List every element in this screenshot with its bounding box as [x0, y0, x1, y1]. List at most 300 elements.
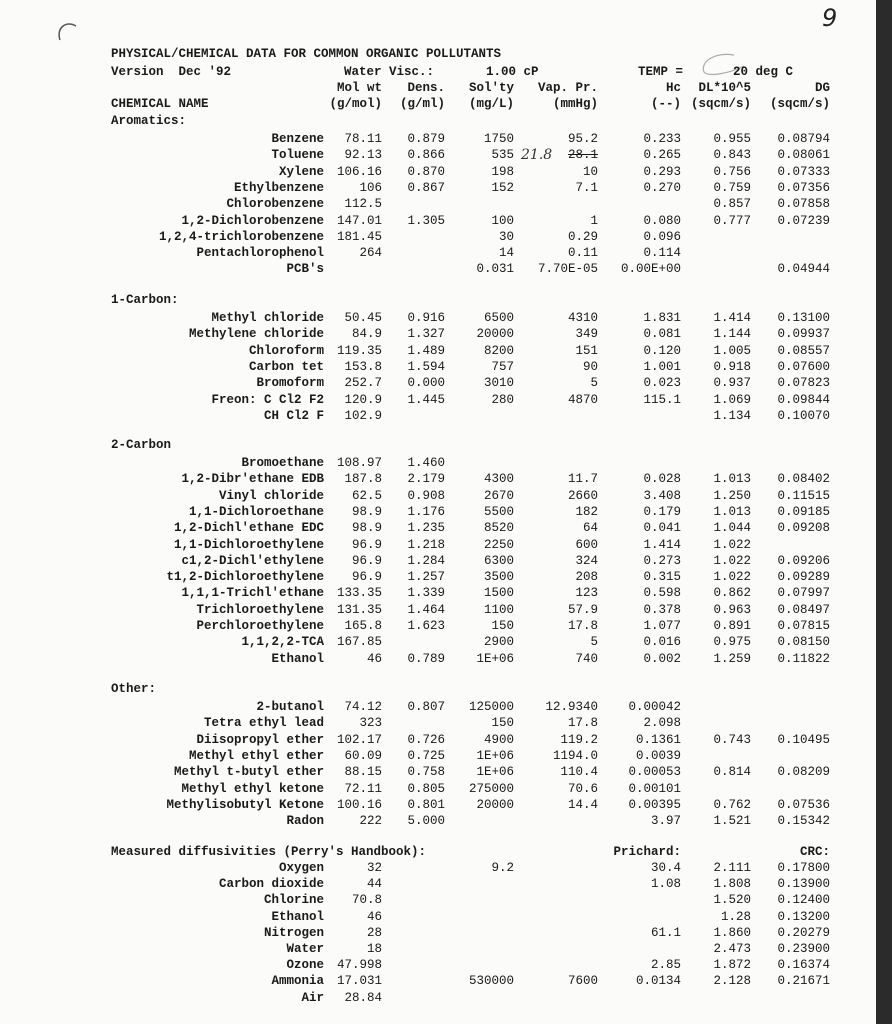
table-cell: 150	[491, 716, 514, 731]
chemical-name: Ethylbenzene	[233, 180, 324, 195]
table-cell: 3.97	[650, 814, 681, 829]
table-cell: 0.265	[643, 148, 681, 163]
table-cell: 0.12400	[777, 893, 830, 908]
table-cell: 0.963	[713, 602, 751, 617]
header-unit-cell: (sqcm/s)	[769, 97, 830, 111]
chemical-name: Bromoform	[256, 376, 324, 391]
table-cell: 0.857	[713, 197, 751, 212]
table-cell: 198	[491, 164, 514, 179]
table-cell: 530000	[468, 974, 514, 989]
table-cell: 4310	[567, 311, 598, 325]
section-title: 1-Carbon:	[111, 293, 179, 307]
section-title: 2-Carbon	[111, 438, 172, 452]
table-cell: 47.998	[336, 958, 382, 973]
table-cell: 1.445	[407, 392, 445, 407]
table-cell: 1500	[483, 586, 514, 601]
table-cell: 165.8	[344, 619, 382, 633]
chemical-name: Xylene	[278, 164, 324, 179]
header-chemical-name: CHEMICAL NAME	[111, 97, 209, 111]
table-cell: 2.098	[643, 716, 681, 731]
version-label: Version Dec '92	[111, 65, 232, 79]
table-cell: 0.315	[643, 570, 681, 585]
table-cell: 0.870	[407, 164, 445, 179]
table-cell: 0.16374	[777, 958, 830, 973]
header-unit-cell: (g/mol)	[329, 97, 382, 111]
table-cell: 2670	[483, 488, 514, 503]
table-cell: 0.758	[407, 765, 445, 780]
table-cell: 0.041	[643, 521, 681, 536]
table-cell: 150	[491, 619, 514, 633]
table-cell: 14.4	[567, 797, 598, 812]
table-cell: 1.144	[713, 327, 751, 342]
table-cell: 96.9	[351, 553, 382, 568]
table-cell: 98.9	[351, 521, 382, 536]
chemical-name: 1,1,1-Trichl'ethane	[181, 586, 324, 601]
table-cell: 0.07997	[777, 586, 830, 601]
table-cell: 30.4	[650, 861, 681, 875]
table-cell: 8200	[483, 343, 514, 358]
table-cell: 740	[575, 651, 598, 666]
table-cell: 1.022	[713, 537, 751, 552]
table-cell: 70.6	[567, 781, 598, 796]
chemical-name: 1,2-Dichl'ethane EDC	[173, 521, 324, 536]
table-cell: 28.1	[567, 148, 598, 163]
table-cell: 0.11822	[777, 651, 830, 666]
chemical-name: 1,2-Dibr'ethane EDB	[181, 472, 324, 487]
table-cell: 5	[590, 376, 598, 391]
table-cell: 1.077	[643, 619, 681, 633]
chemical-name: Carbon tet	[248, 359, 324, 374]
table-cell: 0.08794	[777, 132, 830, 146]
table-cell: 0.13200	[777, 909, 830, 924]
table-cell: 0.002	[643, 651, 681, 666]
table-cell: 0.13900	[777, 877, 830, 892]
table-cell: 0.08150	[777, 635, 830, 650]
table-cell: 1E+06	[476, 651, 514, 666]
chemical-name: Vinyl chloride	[218, 488, 324, 503]
table-cell: 0.08061	[777, 148, 830, 163]
table-cell: 0.273	[643, 553, 681, 568]
table-cell: 167.85	[336, 635, 382, 650]
table-cell: 0.598	[643, 586, 681, 601]
table-cell: 0.801	[407, 797, 445, 812]
table-cell: 120.9	[344, 392, 382, 407]
chemical-name: Air	[301, 990, 324, 1005]
table-cell: 106	[359, 180, 382, 195]
temp-value: 20 deg C	[733, 65, 794, 79]
table-cell: 46	[366, 651, 382, 666]
table-cell: 1	[590, 213, 598, 228]
table-cell: 133.35	[336, 586, 382, 601]
table-cell: 1.520	[713, 893, 751, 908]
table-cell: 131.35	[336, 602, 382, 617]
table-cell: 0.096	[643, 229, 681, 244]
chemical-name: 1,2-Dichlorobenzene	[181, 213, 324, 228]
chemical-name: 1,1,2,2-TCA	[241, 635, 324, 650]
table-cell: 0.0134	[635, 974, 681, 989]
water-visc-label: Water Visc.:	[344, 65, 435, 79]
table-cell: 1.044	[713, 521, 751, 536]
table-cell: 0.867	[407, 180, 445, 195]
table-cell: 0.08557	[777, 343, 830, 358]
table-cell: 147.01	[336, 213, 382, 228]
chemical-name: PCB's	[286, 262, 324, 277]
table-cell: 0.293	[643, 164, 681, 179]
table-cell: 44	[366, 877, 382, 892]
table-cell: 4300	[483, 472, 514, 487]
table-cell: 0.11	[567, 246, 598, 261]
chemical-name: Toluene	[271, 148, 324, 163]
table-cell: 0.00101	[628, 781, 681, 796]
chemical-name: Perchloroethylene	[196, 619, 324, 633]
table-cell: 1.305	[407, 213, 445, 228]
table-cell: 90	[582, 359, 598, 374]
table-cell: 0.023	[643, 376, 681, 391]
table-cell: 1.414	[713, 311, 751, 325]
table-cell: 30	[498, 229, 514, 244]
table-cell: 1.001	[643, 359, 681, 374]
table-cell: 11.7	[567, 472, 598, 487]
table-cell: 600	[575, 537, 598, 552]
table-cell: 1.005	[713, 343, 751, 358]
table-cell: 0.743	[713, 732, 751, 747]
prichard-label: Prichard:	[613, 845, 681, 859]
table-cell: 2660	[567, 488, 598, 503]
table-cell: 17.031	[336, 974, 382, 989]
table-cell: 1.218	[407, 537, 445, 552]
table-cell: 100.16	[336, 797, 382, 812]
table-cell: 108.97	[336, 456, 382, 470]
table-cell: 5	[590, 635, 598, 650]
table-cell: 0.00E+00	[620, 262, 681, 277]
table-cell: 0.031	[476, 262, 514, 277]
table-cell: 0.07239	[777, 213, 830, 228]
table-cell: 252.7	[344, 376, 382, 391]
table-cell: 0.09289	[777, 570, 830, 585]
table-cell: 17.8	[567, 716, 598, 731]
chemical-name: Trichloroethylene	[196, 602, 324, 617]
table-cell: 0.1361	[635, 732, 681, 747]
table-cell: 115.1	[643, 392, 681, 407]
table-cell: 2.179	[407, 472, 445, 487]
table-cell: 2900	[483, 635, 514, 650]
table-cell: 3010	[483, 376, 514, 391]
table-cell: 2250	[483, 537, 514, 552]
table-cell: 0.080	[643, 213, 681, 228]
table-cell: 0.756	[713, 164, 751, 179]
table-cell: 1.623	[407, 619, 445, 633]
table-cell: 0.016	[643, 635, 681, 650]
table-cell: 1.250	[713, 488, 751, 503]
table-cell: 96.9	[351, 570, 382, 585]
table-cell: 3.408	[643, 488, 681, 503]
table-cell: 0.23900	[777, 942, 830, 956]
table-cell: 757	[491, 359, 514, 374]
table-cell: 92.13	[344, 148, 382, 163]
table-cell: 4870	[567, 392, 598, 407]
table-cell: 3500	[483, 570, 514, 585]
table-cell: 0.777	[713, 213, 751, 228]
header-unit-cell: (g/ml)	[399, 97, 445, 111]
chemical-name: Methyl ethyl ether	[188, 748, 324, 763]
table-cell: 151	[575, 343, 598, 358]
table-cell: 1.08	[650, 877, 681, 892]
header-unit-cell: (sqcm/s)	[690, 97, 751, 111]
table-cell: 0.807	[407, 700, 445, 714]
chemical-name: Bromoethane	[241, 456, 324, 470]
header-top-cell: Mol wt	[336, 81, 382, 95]
table-cell: 0.10495	[777, 732, 830, 747]
chemical-name: 1,1-Dichloroethylene	[173, 537, 324, 552]
chemical-name: Methylene chloride	[188, 327, 324, 342]
table-cell: 152	[491, 180, 514, 195]
table-cell: 17.8	[567, 619, 598, 633]
table-cell: 78.11	[344, 132, 382, 146]
table-cell: 106.16	[336, 164, 382, 179]
chemical-name: Ammonia	[271, 974, 324, 989]
table-cell: 0.891	[713, 619, 751, 633]
table-cell: 1100	[483, 602, 514, 617]
table-cell: 1.28	[720, 909, 751, 924]
chemical-name: Benzene	[271, 132, 324, 146]
table-cell: 0.07858	[777, 197, 830, 212]
table-cell: 74.12	[344, 700, 382, 714]
table-cell: 1E+06	[476, 748, 514, 763]
water-visc-value: 1.00 cP	[486, 65, 539, 79]
table-cell: 153.8	[344, 359, 382, 374]
table-cell: 349	[575, 327, 598, 342]
table-cell: 123	[575, 586, 598, 601]
header-top-cell: DL*10^5	[698, 81, 751, 95]
table-cell: 1.013	[713, 504, 751, 519]
table-cell: 28.84	[344, 990, 382, 1005]
measured-title: Measured diffusivities (Perry's Handbook):	[111, 845, 427, 859]
chemical-name: 1,1-Dichloroethane	[188, 504, 324, 519]
chemical-name: Ethanol	[271, 651, 324, 666]
table-cell: 264	[359, 246, 382, 261]
table-cell: 1.594	[407, 359, 445, 374]
table-cell: 28	[366, 925, 382, 940]
table-cell: 46	[366, 909, 382, 924]
table-cell: 0.08209	[777, 765, 830, 780]
table-cell: 182	[575, 504, 598, 519]
table-cell: 0.07815	[777, 619, 830, 633]
table-cell: 0.270	[643, 180, 681, 195]
table-cell: 0.21671	[777, 974, 830, 989]
table-cell: 2.111	[713, 861, 751, 875]
table-cell: 4900	[483, 732, 514, 747]
table-cell: 0.10070	[777, 408, 830, 423]
table-cell: 0.762	[713, 797, 751, 812]
handwritten-correction: 21.8	[521, 147, 553, 163]
table-cell: 70.8	[351, 893, 382, 908]
table-cell: 110.4	[560, 765, 598, 780]
corner-mark-icon	[52, 20, 82, 46]
table-cell: 102.17	[336, 732, 382, 747]
table-cell: 1750	[483, 132, 514, 146]
table-cell: 1.013	[713, 472, 751, 487]
chemical-name: Carbon dioxide	[218, 877, 324, 892]
chemical-name: Methylisobutyl Ketone	[166, 797, 324, 812]
table-cell: 1.257	[407, 570, 445, 585]
table-cell: 0.726	[407, 732, 445, 747]
table-cell: 1.327	[407, 327, 445, 342]
table-cell: 1.521	[713, 814, 751, 829]
table-cell: 2.128	[713, 974, 751, 989]
table-cell: 0.955	[713, 132, 751, 146]
chemical-name: 2-butanol	[256, 700, 324, 714]
table-cell: 0.975	[713, 635, 751, 650]
table-cell: 1.176	[407, 504, 445, 519]
table-cell: 0.937	[713, 376, 751, 391]
chemical-name: Methyl chloride	[211, 311, 324, 325]
table-cell: 208	[575, 570, 598, 585]
table-cell: 0.15342	[777, 814, 830, 829]
table-cell: 535	[491, 148, 514, 163]
table-cell: 8520	[483, 521, 514, 536]
table-cell: 125000	[468, 700, 514, 714]
crc-label: CRC:	[799, 845, 830, 859]
table-cell: 119.35	[336, 343, 382, 358]
table-cell: 5.000	[407, 814, 445, 829]
table-cell: 0.918	[713, 359, 751, 374]
chemical-name: Nitrogen	[263, 925, 324, 940]
table-cell: 50.45	[344, 311, 382, 325]
table-cell: 0.866	[407, 148, 445, 163]
table-cell: 2.473	[713, 942, 751, 956]
table-cell: 0.000	[407, 376, 445, 391]
table-cell: 0.00053	[628, 765, 681, 780]
table-cell: 119.2	[560, 732, 598, 747]
table-cell: 98.9	[351, 504, 382, 519]
header-top-cell: DG	[814, 81, 830, 95]
table-cell: 0.09206	[777, 553, 830, 568]
header-top-cell: Dens.	[407, 81, 445, 95]
chemical-name: Tetra ethyl lead	[203, 716, 324, 731]
table-cell: 0.17800	[777, 861, 830, 875]
table-cell: 0.814	[713, 765, 751, 780]
chemical-name: CH Cl2 F	[263, 408, 324, 423]
table-cell: 0.916	[407, 311, 445, 325]
table-cell: 112.5	[344, 197, 382, 212]
chemical-name: Water	[286, 942, 324, 956]
table-cell: 324	[575, 553, 598, 568]
table-cell: 0.0039	[635, 748, 681, 763]
chemical-name: Methyl ethyl ketone	[181, 781, 324, 796]
table-cell: 0.08497	[777, 602, 830, 617]
table-cell: 0.09937	[777, 327, 830, 342]
table-cell: 1.339	[407, 586, 445, 601]
chemical-name: 1,2,4-trichlorobenzene	[158, 229, 324, 244]
chemical-name: t1,2-Dichloroethylene	[166, 570, 324, 585]
table-cell: 0.908	[407, 488, 445, 503]
temp-label: TEMP =	[638, 65, 684, 79]
table-cell: 1.872	[713, 958, 751, 973]
chemical-name: Pentachlorophenol	[196, 246, 324, 261]
header-top-cell: Hc	[665, 81, 681, 95]
table-cell: 0.20279	[777, 925, 830, 940]
table-cell: 275000	[468, 781, 514, 796]
chemical-name: Ethanol	[271, 909, 324, 924]
table-cell: 7.1	[575, 180, 598, 195]
document-title: PHYSICAL/CHEMICAL DATA FOR COMMON ORGANIC POLLUTANTS	[111, 47, 502, 61]
table-cell: 88.15	[344, 765, 382, 780]
table-cell: 0.081	[643, 327, 681, 342]
table-cell: 100	[491, 213, 514, 228]
table-cell: 7600	[567, 974, 598, 989]
table-cell: 10	[582, 164, 598, 179]
table-cell: 0.759	[713, 180, 751, 195]
table-cell: 1.259	[713, 651, 751, 666]
table-cell: 0.09185	[777, 504, 830, 519]
table-cell: 0.233	[643, 132, 681, 146]
table-cell: 7.70E-05	[537, 262, 598, 277]
table-cell: 1.069	[713, 392, 751, 407]
table-cell: 14	[498, 246, 514, 261]
header-unit-cell: (mmHg)	[552, 97, 598, 111]
table-cell: 181.45	[336, 229, 382, 244]
table-cell: 32	[366, 861, 382, 875]
table-cell: 6300	[483, 553, 514, 568]
table-cell: 1194.0	[552, 748, 598, 763]
table-cell: 9.2	[491, 861, 514, 875]
table-cell: 95.2	[567, 132, 598, 146]
table-cell: 61.1	[650, 925, 681, 940]
table-cell: 323	[359, 716, 382, 731]
table-cell: 0.179	[643, 504, 681, 519]
table-cell: 6500	[483, 311, 514, 325]
table-cell: 0.789	[407, 651, 445, 666]
table-cell: 0.114	[643, 246, 681, 261]
table-cell: 1.831	[643, 311, 681, 325]
chemical-name: Ozone	[286, 958, 324, 973]
section-title: Other:	[111, 682, 157, 696]
header-top-cell: Vap. Pr.	[537, 81, 598, 95]
table-cell: 0.09208	[777, 521, 830, 536]
table-cell: 187.8	[344, 472, 382, 487]
table-cell: 1E+06	[476, 765, 514, 780]
table-cell: 0.11515	[777, 488, 830, 503]
table-cell: 0.29	[567, 229, 598, 244]
table-cell: 84.9	[351, 327, 382, 342]
table-cell: 96.9	[351, 537, 382, 552]
table-cell: 0.07536	[777, 797, 830, 812]
chemical-name: Freon: C Cl2 F2	[211, 392, 324, 407]
table-cell: 0.879	[407, 132, 445, 146]
table-cell: 2.85	[650, 958, 681, 973]
table-cell: 0.862	[713, 586, 751, 601]
header-unit-cell: (--)	[650, 97, 681, 111]
table-cell: 0.13100	[777, 311, 830, 325]
chemical-name: Oxygen	[278, 861, 324, 875]
table-cell: 1.460	[407, 456, 445, 470]
table-cell: 1.414	[643, 537, 681, 552]
table-cell: 0.028	[643, 472, 681, 487]
table-cell: 0.07356	[777, 180, 830, 195]
table-cell: 0.07823	[777, 376, 830, 391]
table-cell: 280	[491, 392, 514, 407]
table-cell: 0.378	[643, 602, 681, 617]
table-cell: 1.022	[713, 570, 751, 585]
table-cell: 1.284	[407, 553, 445, 568]
table-cell: 1.489	[407, 343, 445, 358]
table-cell: 1.134	[713, 408, 751, 423]
chemical-name: c1,2-Dichl'ethylene	[181, 553, 324, 568]
table-cell: 5500	[483, 504, 514, 519]
table-cell: 102.9	[344, 408, 382, 423]
chemical-name: Chloroform	[248, 343, 324, 358]
section-title: Aromatics:	[111, 114, 187, 128]
